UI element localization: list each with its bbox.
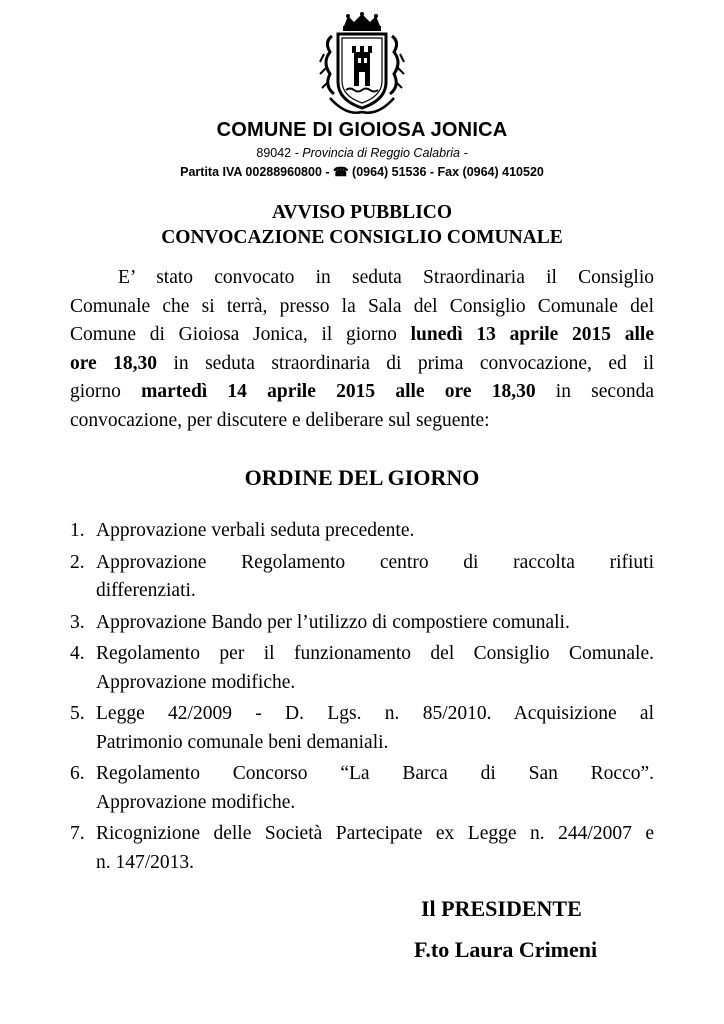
- agenda-item-text: Regolamento Concorso “La Barca di San Rocco”.: [96, 763, 654, 784]
- agenda-item: [70, 609, 654, 638]
- agenda-item-text: Legge 42/2009 - D. Lgs. n. 85/2010. Acquisizione al: [96, 703, 654, 724]
- notice-heading: [0, 200, 724, 250]
- agenda-item-text: Approvazione modifiche.: [96, 791, 296, 813]
- phone-fax: (0964) 51536 - Fax (0964) 410520: [348, 165, 544, 179]
- notice-subtitle: CONVOCAZIONE CONSIGLIO COMUNALE: [161, 227, 563, 248]
- notice-body: [70, 264, 654, 435]
- agenda-item-number: 1.: [70, 520, 85, 541]
- agenda-item: [70, 517, 654, 546]
- agenda-item-text: Approvazione Bando per l’utilizzo di compostiere comunali.: [96, 611, 570, 633]
- postal-code: 89042: [256, 146, 292, 160]
- agenda-item-number: 5.: [70, 703, 85, 724]
- agenda-item-text: Approvazione verbali seduta precedente.: [96, 520, 415, 541]
- notice-title: AVVISO PUBBLICO: [271, 202, 453, 223]
- signature-role: Il PRESIDENTE: [421, 896, 582, 921]
- agenda-item-text: differenziati.: [96, 580, 196, 601]
- agenda-item: [70, 640, 654, 697]
- agenda-item: [70, 820, 654, 877]
- agenda-item-text: Ricognizione delle Società Partecipate ex Legge n. 244/2007 e: [96, 823, 654, 844]
- municipal-crest-logo: [310, 12, 414, 120]
- body-text: Comune di Gioiosa Jonica, il giorno: [70, 324, 411, 345]
- agenda-item-text: Approvazione Regolamento centro di raccolta rifiuti: [96, 551, 654, 573]
- agenda-item: [70, 549, 654, 606]
- municipality-title: COMUNE DI GIOIOSA JONICA: [216, 119, 508, 141]
- agenda-item-number: 2.: [70, 551, 85, 573]
- contacts-line: [0, 164, 724, 179]
- agenda-item-number: 6.: [70, 763, 85, 784]
- agenda-item-text: n. 147/2013.: [96, 851, 195, 873]
- body-line: E’ stato convocato in seduta Straordinaria il Consiglio: [118, 267, 654, 288]
- agenda-item-text: Regolamento per il funzionamento del Consiglio Comunale.: [96, 643, 654, 664]
- agenda-item: [70, 700, 654, 757]
- body-text: giorno: [70, 381, 142, 402]
- first-time: ore 18,30: [70, 352, 158, 374]
- agenda-item-text: Approvazione modifiche.: [96, 671, 296, 693]
- agenda-item-number: 3.: [70, 611, 85, 633]
- second-date: martedì 14 aprile 2015 alle ore 18,30: [141, 381, 536, 402]
- agenda-item-number: 4.: [70, 643, 85, 664]
- body-text: in seduta straordinaria di prima convocazione, ed il: [157, 352, 654, 374]
- province-text: - Provincia di Reggio Calabria -: [294, 146, 468, 160]
- body-line: Comunale che si terrà, presso la Sala del Consiglio Comunale del: [70, 295, 654, 317]
- first-date: lunedì 13 aprile 2015 alle: [410, 324, 654, 345]
- agenda-item: [70, 760, 654, 817]
- body-text: in seconda: [535, 381, 654, 402]
- body-line: [70, 321, 654, 350]
- agenda-list: [70, 517, 654, 880]
- signature-name: F.to Laura Crimeni: [414, 937, 598, 962]
- agenda-title: ORDINE DEL GIORNO: [244, 465, 480, 490]
- body-line: convocazione, per discutere e deliberare sul seguente:: [70, 409, 490, 431]
- phone-icon: ☎: [333, 165, 349, 179]
- body-line: [70, 350, 654, 379]
- agenda-item-text: Patrimonio comunale beni demaniali.: [96, 731, 389, 753]
- body-line: [70, 378, 654, 407]
- agenda-item-number: 7.: [70, 823, 85, 844]
- address-line: [0, 146, 724, 160]
- vat-number: Partita IVA 00288960800 -: [180, 165, 333, 179]
